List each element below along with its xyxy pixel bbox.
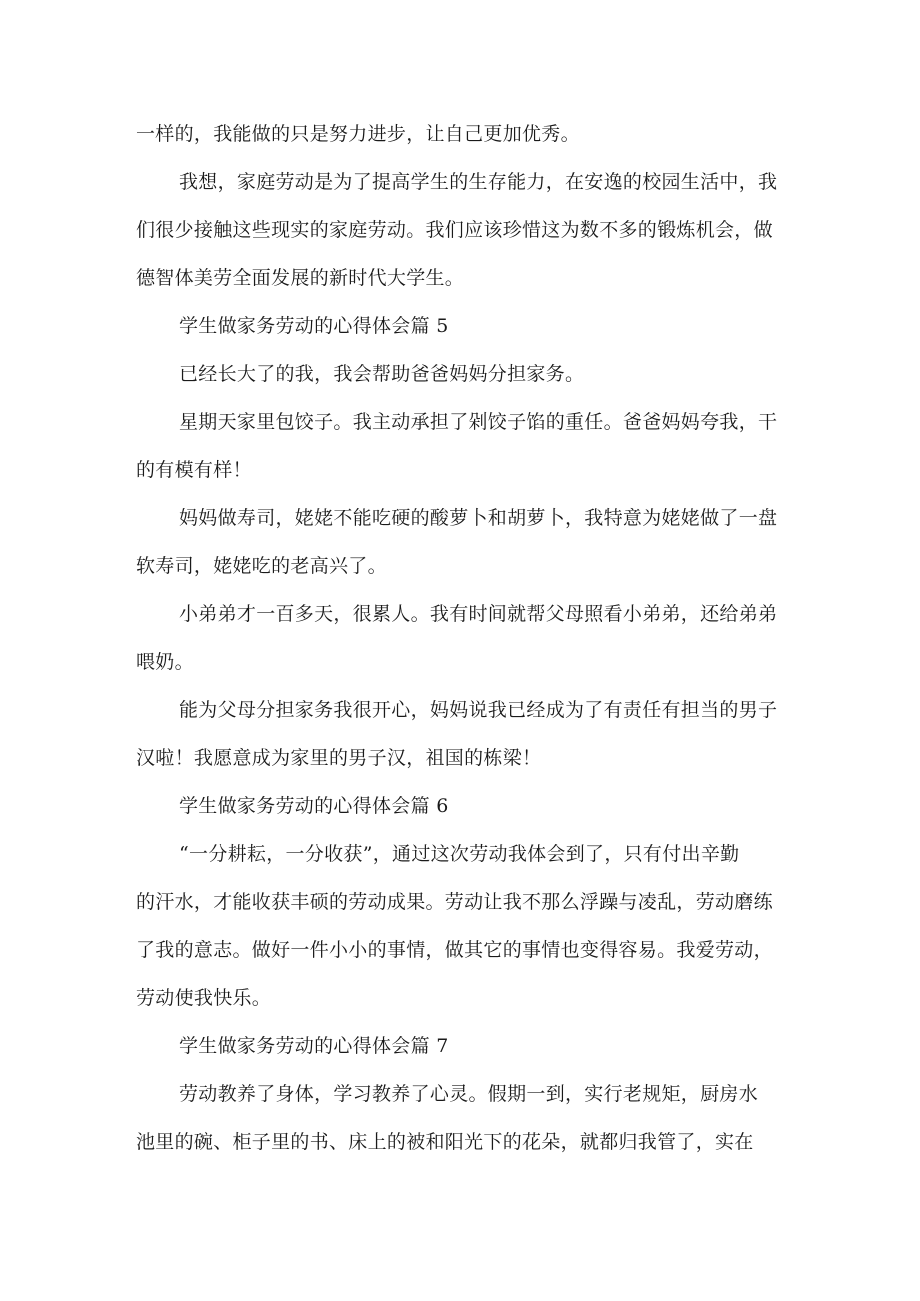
section-heading: 学生做家务劳动的心得体会篇 5 xyxy=(179,315,449,337)
text-line: 妈妈做寿司，姥姥不能吃硬的酸萝卜和胡萝卜，我特意为姥姥做了一盘 xyxy=(179,507,778,529)
text-line: 池里的碗、柜子里的书、床上的被和阳光下的花朵，就都归我管了，实在 xyxy=(136,1131,754,1153)
text-line: 汉啦！我愿意成为家里的男子汉，祖国的栋梁！ xyxy=(136,747,542,769)
text-line: 软寿司，姥姥吃的老高兴了。 xyxy=(136,555,387,577)
text-line: 的汗水，才能收获丰硕的劳动成果。劳动让我不那么浮躁与凌乱，劳动磨练 xyxy=(136,891,773,913)
section-heading: 学生做家务劳动的心得体会篇 7 xyxy=(179,1035,449,1057)
text-line: 的有模有样！ xyxy=(136,459,252,481)
text-line: 德智体美劳全面发展的新时代大学生。 xyxy=(136,267,465,289)
text-line: 一样的，我能做的只是努力进步，让自己更加优秀。 xyxy=(136,123,580,145)
text-line: 们很少接触这些现实的家庭劳动。我们应该珍惜这为数不多的锻炼机会，做 xyxy=(136,219,773,241)
text-line: 已经长大了的我，我会帮助爸爸妈妈分担家务。 xyxy=(179,363,585,385)
section-heading: 学生做家务劳动的心得体会篇 6 xyxy=(179,795,449,817)
text-line: 喂奶。 xyxy=(136,651,194,673)
text-line: 我想，家庭劳动是为了提高学生的生存能力，在安逸的校园生活中，我 xyxy=(179,171,778,193)
text-line: 能为父母分担家务我很开心，妈妈说我已经成为了有责任有担当的男子 xyxy=(179,699,778,721)
text-line: “一分耕耘，一分收获”，通过这次劳动我体会到了，只有付出辛勤 xyxy=(179,843,740,865)
text-line: 星期天家里包饺子。我主动承担了剁饺子馅的重任。爸爸妈妈夸我，干 xyxy=(179,411,778,433)
text-line: 劳动使我快乐。 xyxy=(136,987,272,1009)
text-line: 了我的意志。做好一件小小的事情，做其它的事情也变得容易。我爱劳动， xyxy=(136,939,773,961)
text-line: 小弟弟才一百多天，很累人。我有时间就帮父母照看小弟弟，还给弟弟 xyxy=(179,603,778,625)
text-line: 劳动教养了身体，学习教养了心灵。假期一到，实行老规矩，厨房水 xyxy=(179,1083,759,1105)
